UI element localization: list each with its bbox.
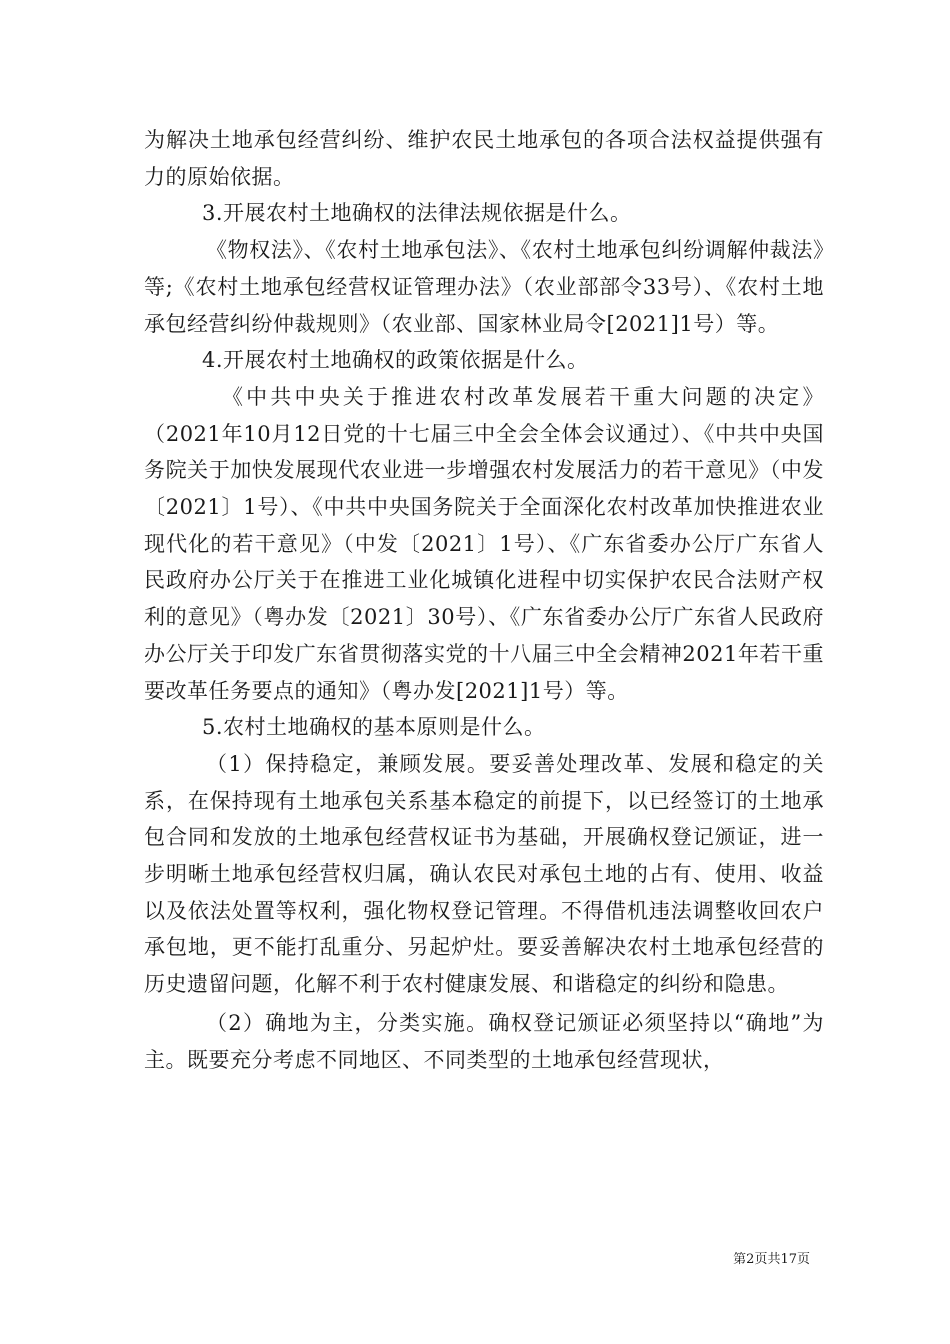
paragraph-continuation: 为解决土地承包经营纠纷、维护农民土地承包的各项合法权益提供强有力的原始依据。	[144, 128, 824, 189]
paragraph-principle-2: （2）确地为主，分类实施。确权登记颁证必须坚持以“确地”为主。既要充分考虑不同地区、不同类型的土地承包经营现状，	[144, 1010, 824, 1072]
heading-question-3: 3.开展农村土地确权的法律法规依据是什么。	[202, 201, 632, 226]
document-body	[144, 122, 824, 1078]
paragraph-legal-basis: 《物权法》、《农村土地承包法》、《农村土地承包纠纷调解仲裁法》等;《农村土地承包经营权证管理办法》（农业部部令33号）、《农村土地承包经营纠纷仲裁规则》（农业部、国家林业局令[2021]1号）等。	[144, 238, 824, 336]
paragraph-policy-basis: 《中共中央关于推进农村改革发展若干重大问题的决定》（2021年10月12日党的十七届三中全会全体会议通过）、《中共中央国务院关于加快发展现代农业进一步增强农村发展活力的若干意见》（中发〔2021〕1号）、《中共中央国务院关于全面深化农村改革加快推进农业现代化的若干意见》（中发〔2021〕1号）、《广东省委办公厅广东省人民政府办公厅关于在推进工业化城镇化进程中切实保护农民合法财产权利的意见》（粤办发〔2021〕30号）、《广东省委办公厅广东省人民政府办公厅关于印发广东省贯彻落实党的十八届三中全会精神2021年若干重要改革任务要点的通知》（粤办发[2021]1号）等。	[144, 384, 824, 703]
heading-question-4: 4.开展农村土地确权的政策依据是什么。	[202, 348, 589, 373]
page-number: 第2页共17页	[733, 1252, 810, 1267]
paragraph-principle-1: （1）保持稳定，兼顾发展。要妥善处理改革、发展和稳定的关系，在保持现有土地承包关系基本稳定的前提下，以已经签订的土地承包合同和发放的土地承包经营权证书为基础，开展确权登记颁证，进一步明晰土地承包经营权归属，确认农民对承包土地的占有、使用、收益以及依法处置等权利，强化物权登记管理。不得借机违法调整收回农户承包地，更不能打乱重分、另起炉灶。要妥善解决农村土地承包经营的历史遗留问题，化解不利于农村健康发展、和谐稳定的纠纷和隐患。	[144, 751, 824, 997]
heading-question-5: 5.农村土地确权的基本原则是什么。	[202, 715, 546, 740]
